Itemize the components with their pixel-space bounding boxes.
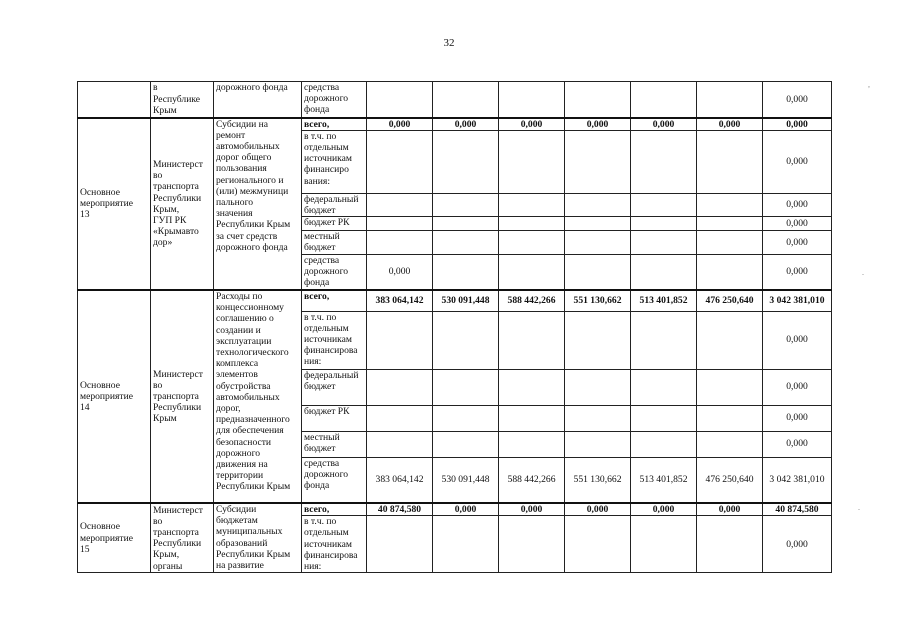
scan-mark: , [868,80,870,89]
year-value-cell [367,516,433,573]
description-cell: Расходы по концессионному соглашению о создании и эксплуатации технологического комплекса элементов обустройства автомобильных дорог, предназначенного для обеспечения безопасности дорожного движения на территории Республики Крым [214,290,302,503]
year-value-cell [565,311,631,369]
year-value-cell: 0,000 [433,118,499,131]
year-value-cell [367,231,433,254]
year-value-cell [631,130,697,193]
year-value-cell [499,193,565,216]
year-value-cell: 588 442,266 [499,290,565,311]
funding-source-cell: бюджет РК [302,405,367,431]
year-value-cell [697,193,763,216]
year-value-cell [565,193,631,216]
year-value-cell [433,217,499,231]
total-value-cell: 0,000 [763,431,832,457]
budget-table [77,81,832,573]
year-value-cell [499,254,565,290]
year-value-cell [565,516,631,573]
year-value-cell [631,405,697,431]
total-value-cell: 0,000 [763,193,832,216]
year-value-cell [697,311,763,369]
executor-cell: в Республике Крым [151,82,214,118]
year-value-cell: 530 091,448 [433,457,499,503]
year-value-cell [367,431,433,457]
year-value-cell [631,516,697,573]
year-value-cell [499,369,565,405]
year-value-cell [499,82,565,118]
year-value-cell [367,217,433,231]
event-name-cell: Основное мероприятие 13 [78,118,151,291]
funding-source-cell: средства дорожного фонда [302,254,367,290]
scan-mark: . [862,268,864,277]
year-value-cell: 0,000 [499,118,565,131]
total-value-cell: 0,000 [763,311,832,369]
event-name-cell: Основное мероприятие 14 [78,290,151,503]
year-value-cell [631,231,697,254]
total-value-cell: 0,000 [763,369,832,405]
year-value-cell: 476 250,640 [697,457,763,503]
year-value-cell [499,311,565,369]
year-value-cell [433,193,499,216]
year-value-cell [499,516,565,573]
year-value-cell [367,193,433,216]
scan-mark: . [858,503,860,512]
year-value-cell [433,431,499,457]
funding-source-cell: всего, [302,503,367,516]
year-value-cell: 0,000 [433,503,499,516]
description-cell: Субсидии бюджетам муниципальных образований Республики Крым на развитие [214,503,302,573]
year-value-cell: 0,000 [565,503,631,516]
funding-source-cell: федеральный бюджет [302,193,367,216]
year-value-cell [565,431,631,457]
year-value-cell [367,130,433,193]
year-value-cell [697,431,763,457]
total-value-cell: 3 042 381,010 [763,290,832,311]
event-name-cell [78,82,151,118]
total-value-cell: 0,000 [763,231,832,254]
funding-source-cell: бюджет РК [302,217,367,231]
year-value-cell: 551 130,662 [565,290,631,311]
year-value-cell [565,405,631,431]
year-value-cell: 530 091,448 [433,290,499,311]
funding-source-cell: всего, [302,118,367,131]
year-value-cell [697,130,763,193]
table-row [78,118,832,131]
total-value-cell: 3 042 381,010 [763,457,832,503]
year-value-cell [697,405,763,431]
year-value-cell [367,311,433,369]
year-value-cell [697,217,763,231]
year-value-cell: 0,000 [565,118,631,131]
year-value-cell [433,231,499,254]
year-value-cell [631,254,697,290]
year-value-cell [565,231,631,254]
table-row [78,503,832,516]
page-number: 32 [443,37,455,49]
year-value-cell: 551 130,662 [565,457,631,503]
funding-source-cell: федеральный бюджет [302,369,367,405]
year-value-cell: 0,000 [631,118,697,131]
description-cell: дорожного фонда [214,82,302,118]
total-value-cell: 0,000 [763,130,832,193]
year-value-cell [697,516,763,573]
table-row [78,82,832,118]
year-value-cell [697,369,763,405]
funding-source-cell: средства дорожного фонда [302,457,367,503]
total-value-cell: 0,000 [763,254,832,290]
year-value-cell: 383 064,142 [367,457,433,503]
total-value-cell: 0,000 [763,217,832,231]
year-value-cell [499,130,565,193]
year-value-cell: 0,000 [697,118,763,131]
year-value-cell [565,254,631,290]
year-value-cell [631,82,697,118]
year-value-cell [565,82,631,118]
event-name-cell: Основное мероприятие 15 [78,503,151,573]
year-value-cell [367,82,433,118]
year-value-cell [433,311,499,369]
year-value-cell: 0,000 [367,254,433,290]
year-value-cell [631,431,697,457]
year-value-cell: 0,000 [697,503,763,516]
year-value-cell [433,405,499,431]
year-value-cell: 383 064,142 [367,290,433,311]
funding-source-cell: местный бюджет [302,231,367,254]
year-value-cell [367,405,433,431]
year-value-cell [433,82,499,118]
description-cell: Субсидии на ремонт автомобильных дорог общего пользования регионального и (или) межмуници пального значения Республики Крым за счет средств дорожного фонда [214,118,302,291]
year-value-cell [499,231,565,254]
year-value-cell: 513 401,852 [631,290,697,311]
year-value-cell [631,217,697,231]
year-value-cell [631,369,697,405]
year-value-cell [565,369,631,405]
year-value-cell: 0,000 [631,503,697,516]
year-value-cell [499,405,565,431]
year-value-cell [499,217,565,231]
year-value-cell: 0,000 [367,118,433,131]
table-row [78,290,832,311]
funding-source-cell: в т.ч. по отдельным источникам финансирова ния: [302,311,367,369]
total-value-cell: 0,000 [763,516,832,573]
funding-source-cell: местный бюджет [302,431,367,457]
year-value-cell: 513 401,852 [631,457,697,503]
year-value-cell [697,254,763,290]
year-value-cell [433,130,499,193]
total-value-cell: 0,000 [763,405,832,431]
year-value-cell [565,130,631,193]
funding-source-cell: в т.ч. по отдельным источникам финансиро вания: [302,130,367,193]
year-value-cell [697,82,763,118]
total-value-cell: 0,000 [763,82,832,118]
year-value-cell [499,431,565,457]
year-value-cell [631,193,697,216]
funding-source-cell: средства дорожного фонда [302,82,367,118]
year-value-cell [697,231,763,254]
funding-source-cell: всего, [302,290,367,311]
total-value-cell: 0,000 [763,118,832,131]
year-value-cell [367,369,433,405]
year-value-cell: 40 874,580 [367,503,433,516]
funding-source-cell: в т.ч. по отдельным источникам финансирова ния: [302,516,367,573]
total-value-cell: 40 874,580 [763,503,832,516]
year-value-cell: 0,000 [499,503,565,516]
executor-cell: Министерст во транспорта Республики Крым, органы [151,503,214,573]
year-value-cell [631,311,697,369]
executor-cell: Министерст во транспорта Республики Крым, ГУП РК «Крымавто дор» [151,118,214,291]
year-value-cell [433,516,499,573]
year-value-cell: 476 250,640 [697,290,763,311]
year-value-cell: 588 442,266 [499,457,565,503]
year-value-cell [565,217,631,231]
year-value-cell [433,254,499,290]
executor-cell: Министерст во транспорта Республики Крым [151,290,214,503]
year-value-cell [433,369,499,405]
